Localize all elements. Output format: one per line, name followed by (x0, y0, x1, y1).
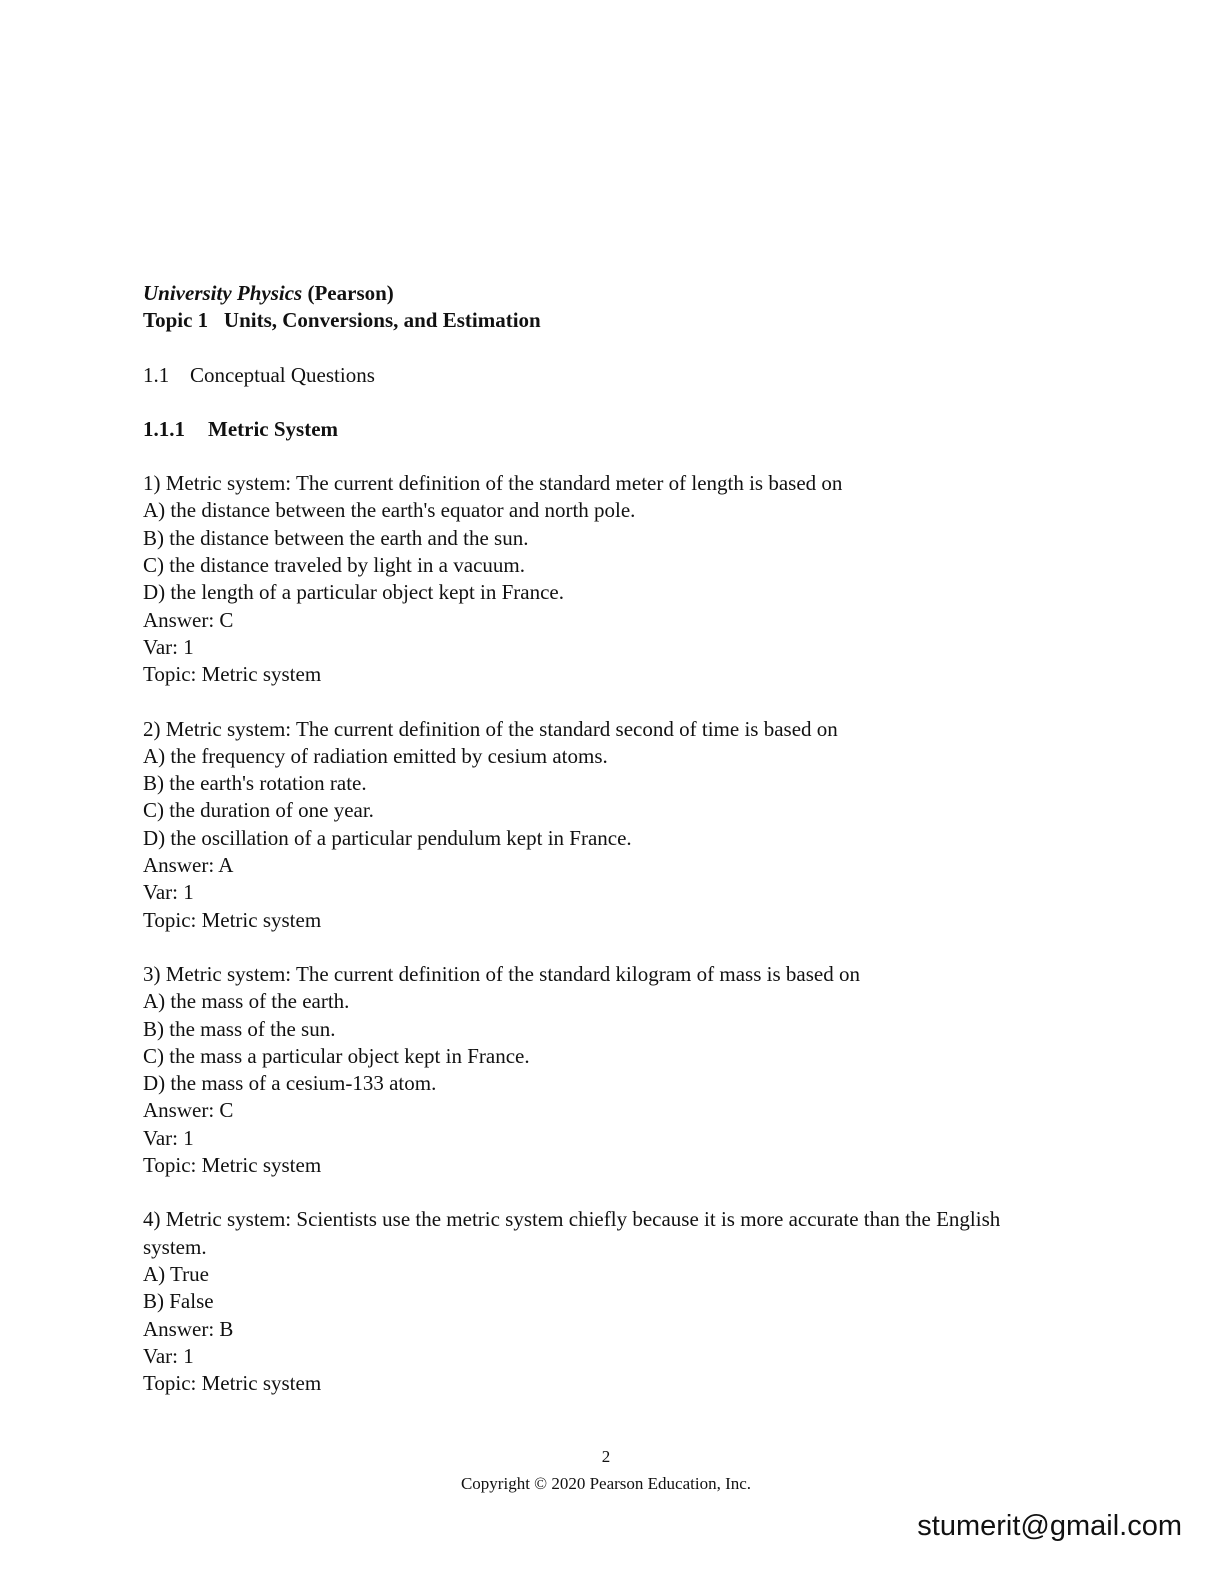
answer-option: B) the mass of the sun. (143, 1016, 336, 1041)
answer-option: A) the distance between the earth's equator and north pole. (143, 498, 636, 523)
subsection-heading (143, 416, 1063, 443)
answer-option: B) the distance between the earth and the sun. (143, 525, 529, 550)
answer-option: C) the mass a particular object kept in France. (143, 1043, 530, 1068)
question-block (143, 961, 1063, 1179)
section-title: Conceptual Questions (190, 362, 375, 387)
answer-line: Answer: A (143, 853, 234, 878)
topic-label: Topic 1 (143, 308, 209, 333)
topic-line: Topic: Metric system (143, 1371, 322, 1396)
var-line: Var: 1 (143, 634, 194, 659)
var-line: Var: 1 (143, 880, 194, 905)
publisher: (Pearson) (307, 281, 394, 305)
answer-line: Answer: B (143, 1316, 234, 1341)
answer-option: B) the earth's rotation rate. (143, 771, 367, 796)
var-line: Var: 1 (143, 1125, 194, 1150)
question-block (143, 1206, 1063, 1397)
page-number: 2 (601, 1447, 611, 1466)
topic-line: Topic: Metric system (143, 1153, 322, 1178)
answer-option: C) the distance traveled by light in a vacuum. (143, 553, 525, 578)
topic-title: Units, Conversions, and Estimation (223, 308, 541, 333)
answer-option: A) True (143, 1261, 209, 1286)
topic-title-line (143, 307, 1063, 334)
answer-line: Answer: C (143, 1098, 234, 1123)
email-watermark: stumerit@gmail.com (917, 1510, 1182, 1542)
answer-option: A) the frequency of radiation emitted by cesium atoms. (143, 743, 608, 768)
question-stem: 2) Metric system: The current definition of the standard second of time is based on (143, 716, 838, 741)
answer-option: C) the duration of one year. (143, 798, 374, 823)
answer-option: D) the mass of a cesium-133 atom. (143, 1071, 437, 1096)
question-block (143, 470, 1063, 688)
answer-line: Answer: C (143, 607, 234, 632)
answer-option: B) False (143, 1289, 214, 1314)
copyright-notice: Copyright © 2020 Pearson Education, Inc. (460, 1474, 752, 1493)
page-content (143, 280, 1063, 1397)
var-line: Var: 1 (143, 1343, 194, 1368)
answer-option: A) the mass of the earth. (143, 989, 350, 1014)
question-block (143, 716, 1063, 934)
section-number: 1.1 (143, 362, 170, 387)
topic-line: Topic: Metric system (143, 662, 322, 687)
subsection-number: 1.1.1 (143, 416, 185, 441)
answer-option: D) the length of a particular object kept in France. (143, 580, 565, 605)
subsection-title: Metric System (208, 416, 339, 441)
book-title-line (143, 280, 1063, 307)
question-stem: 4) Metric system: Scientists use the metric system chiefly because it is more accurate than the English system. (143, 1207, 1001, 1259)
answer-option: D) the oscillation of a particular pendulum kept in France. (143, 825, 632, 850)
question-stem: 1) Metric system: The current definition of the standard meter of length is based on (143, 471, 843, 496)
topic-line: Topic: Metric system (143, 907, 322, 932)
section-heading (143, 362, 1063, 389)
book-title: University Physics (143, 281, 303, 305)
question-stem: 3) Metric system: The current definition of the standard kilogram of mass is based on (143, 961, 860, 986)
